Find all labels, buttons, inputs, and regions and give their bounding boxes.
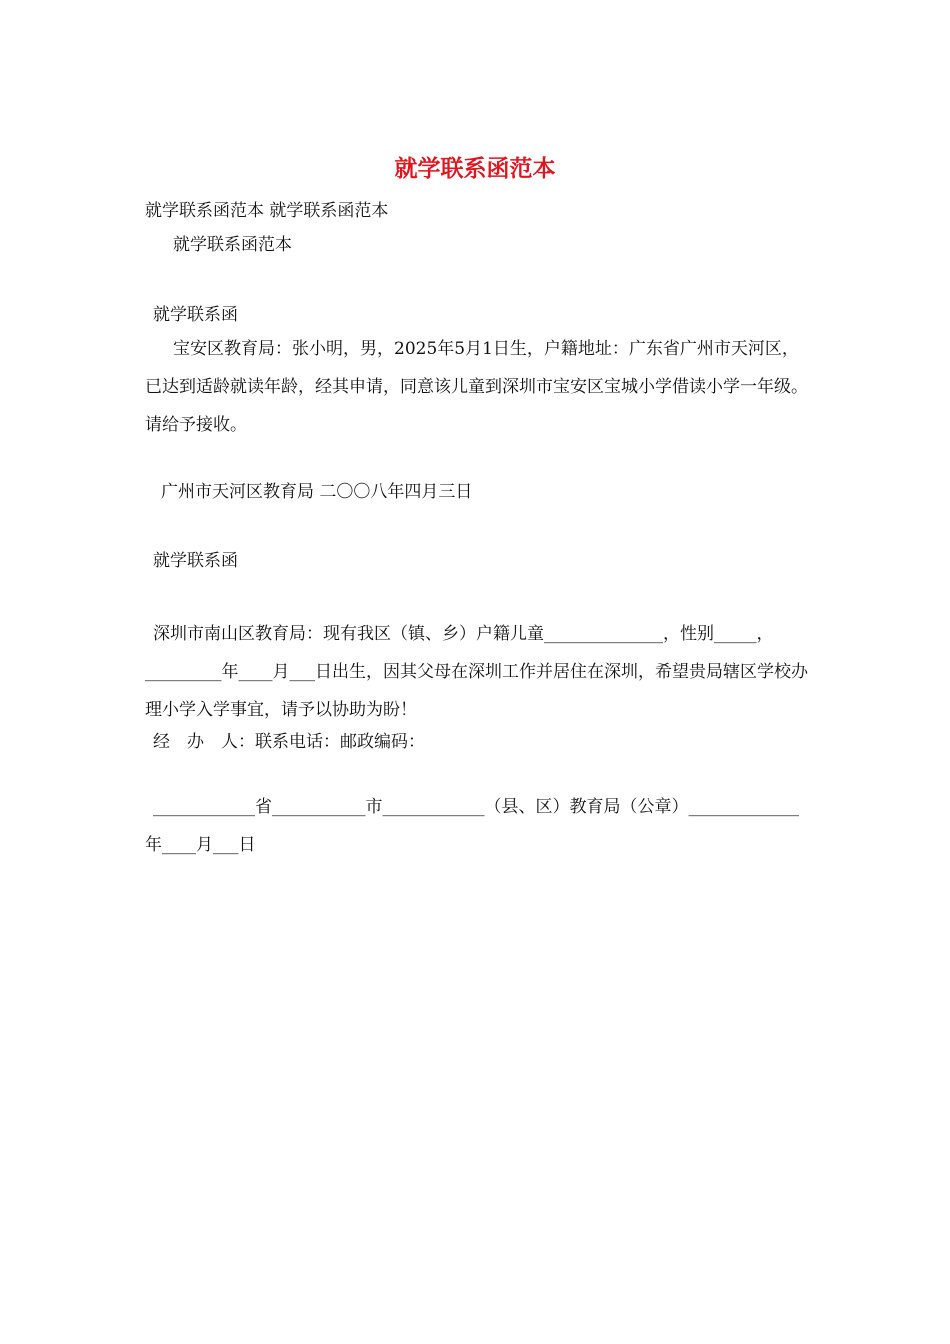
letter2-contact: 经 办 人：联系电话：邮政编码： [153, 732, 425, 752]
subtitle-line: 就学联系函范本 就学联系函范本 [145, 201, 389, 221]
letter1-body: 宝安区教育局：张小明，男，2025年5月1日生，户籍地址：广东省广州市天河区，已达到适龄就读年龄，经其申请，同意该儿童到深圳市宝安区宝城小学借读小学一年级。请给予接收。 [145, 339, 808, 435]
subtitle-indented: 就学联系函范本 [173, 235, 292, 255]
letter1-heading: 就学联系函 [153, 305, 238, 325]
letter2-footer: ____________省___________市____________（县、区）教育局（公章）_____________年____月___日 [145, 797, 799, 855]
document-title: 就学联系函范本 [394, 155, 556, 182]
letter2-heading: 就学联系函 [153, 551, 238, 571]
letter2-body: 深圳市南山区教育局：现有我区（镇、乡）户籍儿童______________，性别_____，_________年____月___日出生，因其父母在深圳工作并居住在深圳，希望贵局辖区学校办理小学入学事宜，请予以协助为盼！ [145, 624, 808, 720]
letter1-signature: 广州市天河区教育局 二〇〇八年四月三日 [161, 482, 473, 502]
